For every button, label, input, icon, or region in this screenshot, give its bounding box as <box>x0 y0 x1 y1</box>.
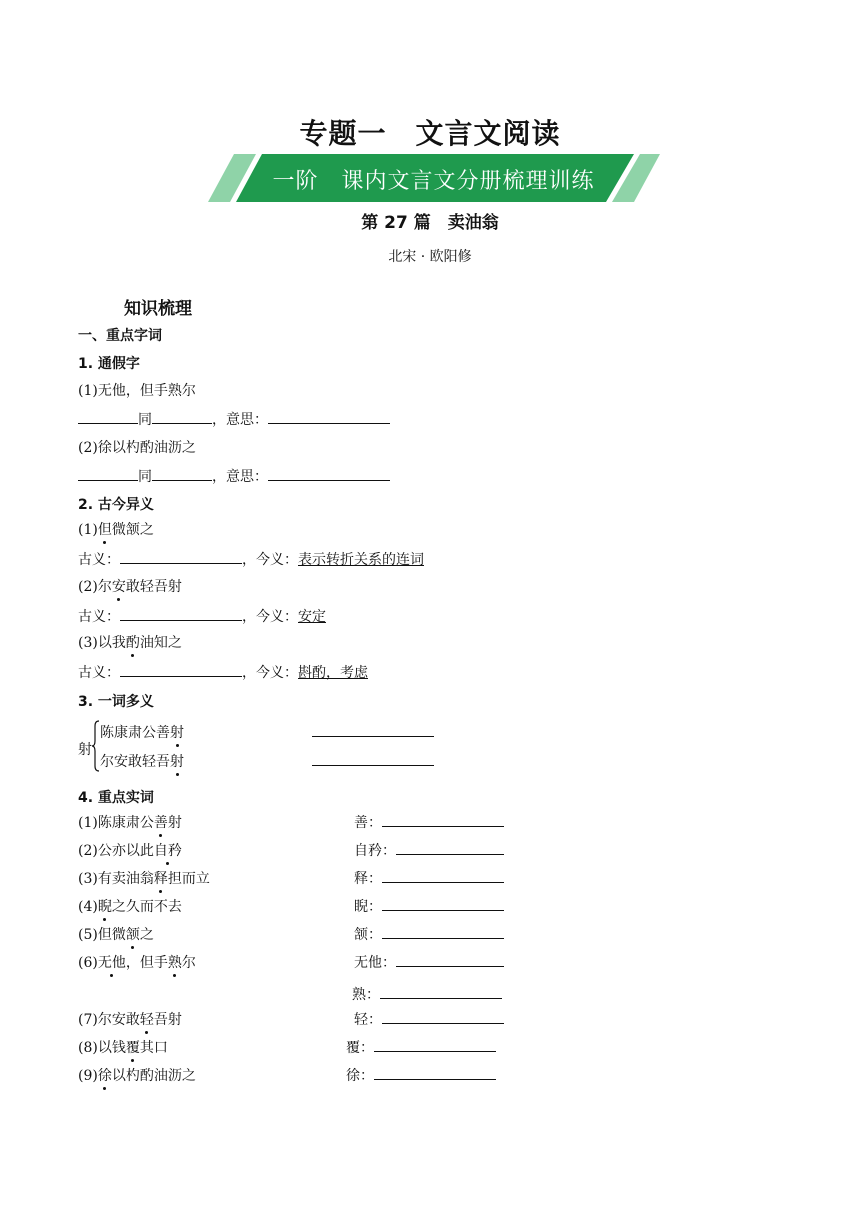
question-item: (9)徐以杓酌油沥之 <box>78 1068 196 1084</box>
answer-blank[interactable] <box>374 1065 496 1080</box>
answer-line <box>78 466 390 486</box>
question-item: (1)陈康肃公善射 <box>78 815 182 831</box>
answer-blank[interactable] <box>382 868 504 883</box>
subsection-heading: 3. 一词多义 <box>78 694 154 710</box>
question-item: (3)以我酌油知之 <box>78 635 182 651</box>
page-title: 专题一 文言文阅读 <box>299 117 561 150</box>
question-item: (7)尔安敢轻吾射 <box>78 1012 182 1028</box>
answer-line: 徐： <box>346 1065 496 1085</box>
answer-blank[interactable] <box>268 409 390 424</box>
answer-line: 释： <box>354 868 504 888</box>
chapter-title: 第 27 篇 卖油翁 <box>361 213 499 233</box>
answer-blank[interactable] <box>312 736 434 737</box>
answer-blank[interactable] <box>268 466 390 481</box>
answer-blank[interactable] <box>78 409 138 424</box>
tong-label: 同 <box>138 412 152 428</box>
answer-line: 睨： <box>354 896 504 916</box>
answer-line: 熟： <box>352 984 502 1004</box>
tong-label: 同 <box>138 469 152 485</box>
author: 北宋 · 欧阳修 <box>388 249 472 265</box>
question-item: (2)尔安敢轻吾射 <box>78 579 182 595</box>
brace-icon <box>92 720 100 772</box>
question-item: (5)但微颔之 <box>78 927 154 943</box>
part-heading: 一、重点字词 <box>78 328 162 344</box>
modern-meaning: 安定 <box>298 609 326 625</box>
answer-blank[interactable] <box>396 840 504 855</box>
question-item: (3)有卖油翁释担而立 <box>78 871 210 887</box>
answer-blank[interactable] <box>382 812 504 827</box>
answer-line: 古义： ，今义：表示转折关系的连词 <box>78 549 424 569</box>
answer-blank[interactable] <box>396 952 504 967</box>
subsection-heading: 4. 重点实词 <box>78 790 154 806</box>
answer-blank[interactable] <box>152 466 212 481</box>
question-item: (2)徐以杓酌油沥之 <box>78 440 196 456</box>
answer-line: 善： <box>354 812 504 832</box>
meaning-label: ，意思： <box>212 469 268 485</box>
answer-blank[interactable] <box>78 466 138 481</box>
answer-line: 覆： <box>346 1037 496 1057</box>
polysemy-sentence: 陈康肃公善射 <box>100 725 184 741</box>
answer-line: 无他： <box>354 952 504 972</box>
answer-line <box>78 409 390 429</box>
modern-meaning: 斟酌，考虑 <box>298 665 368 681</box>
question-item: (6)无他，但手熟尔 <box>78 955 196 971</box>
polysemy-word: 射 <box>78 742 92 758</box>
question-item: (8)以钱覆其口 <box>78 1040 168 1056</box>
question-item: (2)公亦以此自矜 <box>78 843 182 859</box>
question-item: (1)无他，但手熟尔 <box>78 383 196 399</box>
answer-blank[interactable] <box>382 896 504 911</box>
answer-blank[interactable] <box>120 606 242 621</box>
answer-line: 古义： ，今义：斟酌，考虑 <box>78 662 368 682</box>
banner-title: 一阶 课内文言文分册梳理训练 <box>272 169 595 194</box>
answer-blank[interactable] <box>152 409 212 424</box>
meaning-label: ，意思： <box>212 412 268 428</box>
modern-meaning: 表示转折关系的连词 <box>298 552 424 568</box>
question-item: (1)但微颔之 <box>78 522 154 538</box>
answer-line: 自矜： <box>354 840 504 860</box>
answer-line: 轻： <box>354 1009 504 1029</box>
answer-blank[interactable] <box>374 1037 496 1052</box>
subsection-heading: 2. 古今异义 <box>78 497 154 513</box>
answer-line: 古义： ，今义：安定 <box>78 606 326 626</box>
answer-blank[interactable] <box>382 1009 504 1024</box>
answer-blank[interactable] <box>312 765 434 766</box>
answer-blank[interactable] <box>380 984 502 999</box>
question-item: (4)睨之久而不去 <box>78 899 182 915</box>
polysemy-sentence: 尔安敢轻吾射 <box>100 754 184 770</box>
answer-blank[interactable] <box>382 924 504 939</box>
answer-line: 颔： <box>354 924 504 944</box>
section-title: 知识梳理 <box>124 299 192 319</box>
answer-blank[interactable] <box>120 662 242 677</box>
subsection-heading: 1. 通假字 <box>78 356 140 372</box>
answer-blank[interactable] <box>120 549 242 564</box>
